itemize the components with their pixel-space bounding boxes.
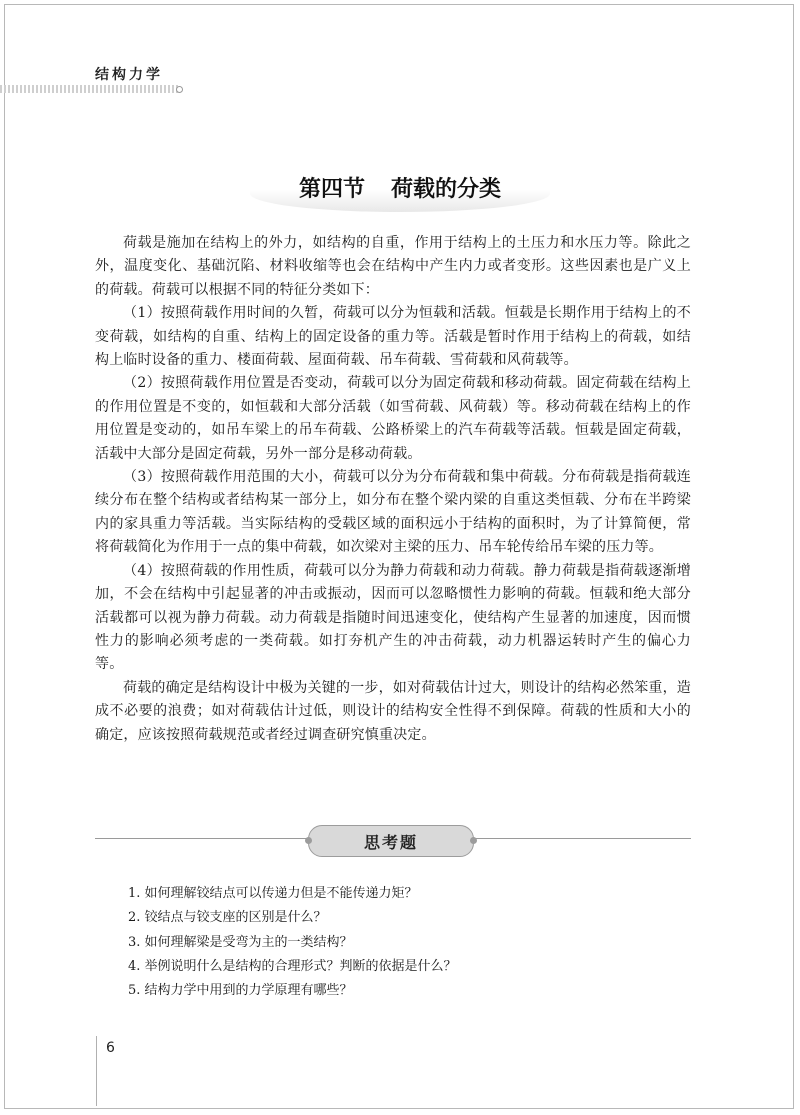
paragraph-position: （2）按照荷载作用位置是否变动，荷载可以分为固定荷载和移动荷载。固定荷载在结构上的作用位置是不变的，如恒载和大部分活载（如雪荷载、风荷载）等。移动荷载在结构上的作用位置是变动的，如吊车梁上的吊车荷载、公路桥梁上的汽车荷载等活载。恒载是固定荷载，活载中大部分是固定荷载，另外一部分是移动荷载。 xyxy=(95,375,691,462)
badge-right-dot xyxy=(470,837,477,844)
question-item: 4. 举例说明什么是结构的合理形式？判断的依据是什么？ xyxy=(128,958,457,974)
body-text xyxy=(95,232,691,747)
section-number: 第四节 xyxy=(298,176,365,202)
paragraph-range: （3）按照荷载作用范围的大小，荷载可以分为分布荷载和集中荷载。分布荷载是指荷载连续分布在整个结构或者结构某一部分上，如分布在整个梁内梁的自重这类恒载、分布在半跨梁内的家具重力等活载。当实际结构的受载区域的面积远小于结构的面积时，为了计算简便，常将荷载简化为作用于一点的集中荷载，如次梁对主梁的压力、吊车轮传给吊车梁的压力等。 xyxy=(95,469,691,556)
page-number: 6 xyxy=(106,1040,115,1056)
question-item: 2. 铰结点与铰支座的区别是什么？ xyxy=(128,910,327,926)
section-title: 荷载的分类 xyxy=(391,176,502,202)
footer-rule xyxy=(96,1036,97,1106)
paragraph-conclusion: 荷载的确定是结构设计中极为关键的一步，如对荷载估计过大，则设计的结构必然笨重，造成不必要的浪费；如对荷载估计过低，则设计的结构安全性得不到保障。荷载的性质和大小的确定，应该按照荷载规范或者经过调查研究慎重决定。 xyxy=(95,679,691,743)
question-item: 5. 结构力学中用到的力学原理有哪些？ xyxy=(128,983,353,999)
paragraph-duration: （1）按照荷载作用时间的久暂，荷载可以分为恒载和活载。恒载是长期作用于结构上的不变荷载，如结构的自重、结构上的固定设备的重力等。活载是暂时作用于结构上的荷载，如结构上临时设备的重力、楼面荷载、屋面荷载、吊车荷载、雪荷载和风荷载等。 xyxy=(95,305,691,369)
question-item: 1. 如何理解铰结点可以传递力但是不能传递力矩？ xyxy=(128,886,418,901)
thinking-heading: 思考题 xyxy=(363,832,418,852)
badge-left-dot xyxy=(305,837,312,844)
thinking-heading-badge xyxy=(308,825,474,857)
question-item: 3. 如何理解梁是受弯为主的一类结构？ xyxy=(128,934,353,950)
running-header-title: 结构力学 xyxy=(95,67,163,83)
paragraph-intro: 荷载是施加在结构上的外力，如结构的自重，作用于结构上的土压力和水压力等。除此之外，温度变化、基础沉陷、材料收缩等也会在结构中产生内力或者变形。这些因素也是广义上的荷载。荷载可以根据不同的特征分类如下： xyxy=(95,235,691,298)
section-heading xyxy=(270,162,530,212)
header-rule xyxy=(0,85,178,93)
header-rule-ornament xyxy=(176,86,183,93)
question-list xyxy=(128,882,688,1003)
paragraph-nature: （4）按照荷载的作用性质，荷载可以分为静力荷载和动力荷载。静力荷载是指荷载逐渐增加，不会在结构中引起显著的冲击或振动，因而可以忽略惯性力影响的荷载。恒载和绝大部分活载都可以视为静力荷载。动力荷载是指随时间迅速变化，使结构产生显著的加速度，因而惯性力的影响必须考虑的一类荷载。如打夯机产生的冲击荷载，动力机器运转时产生的偏心力等。 xyxy=(95,562,691,673)
